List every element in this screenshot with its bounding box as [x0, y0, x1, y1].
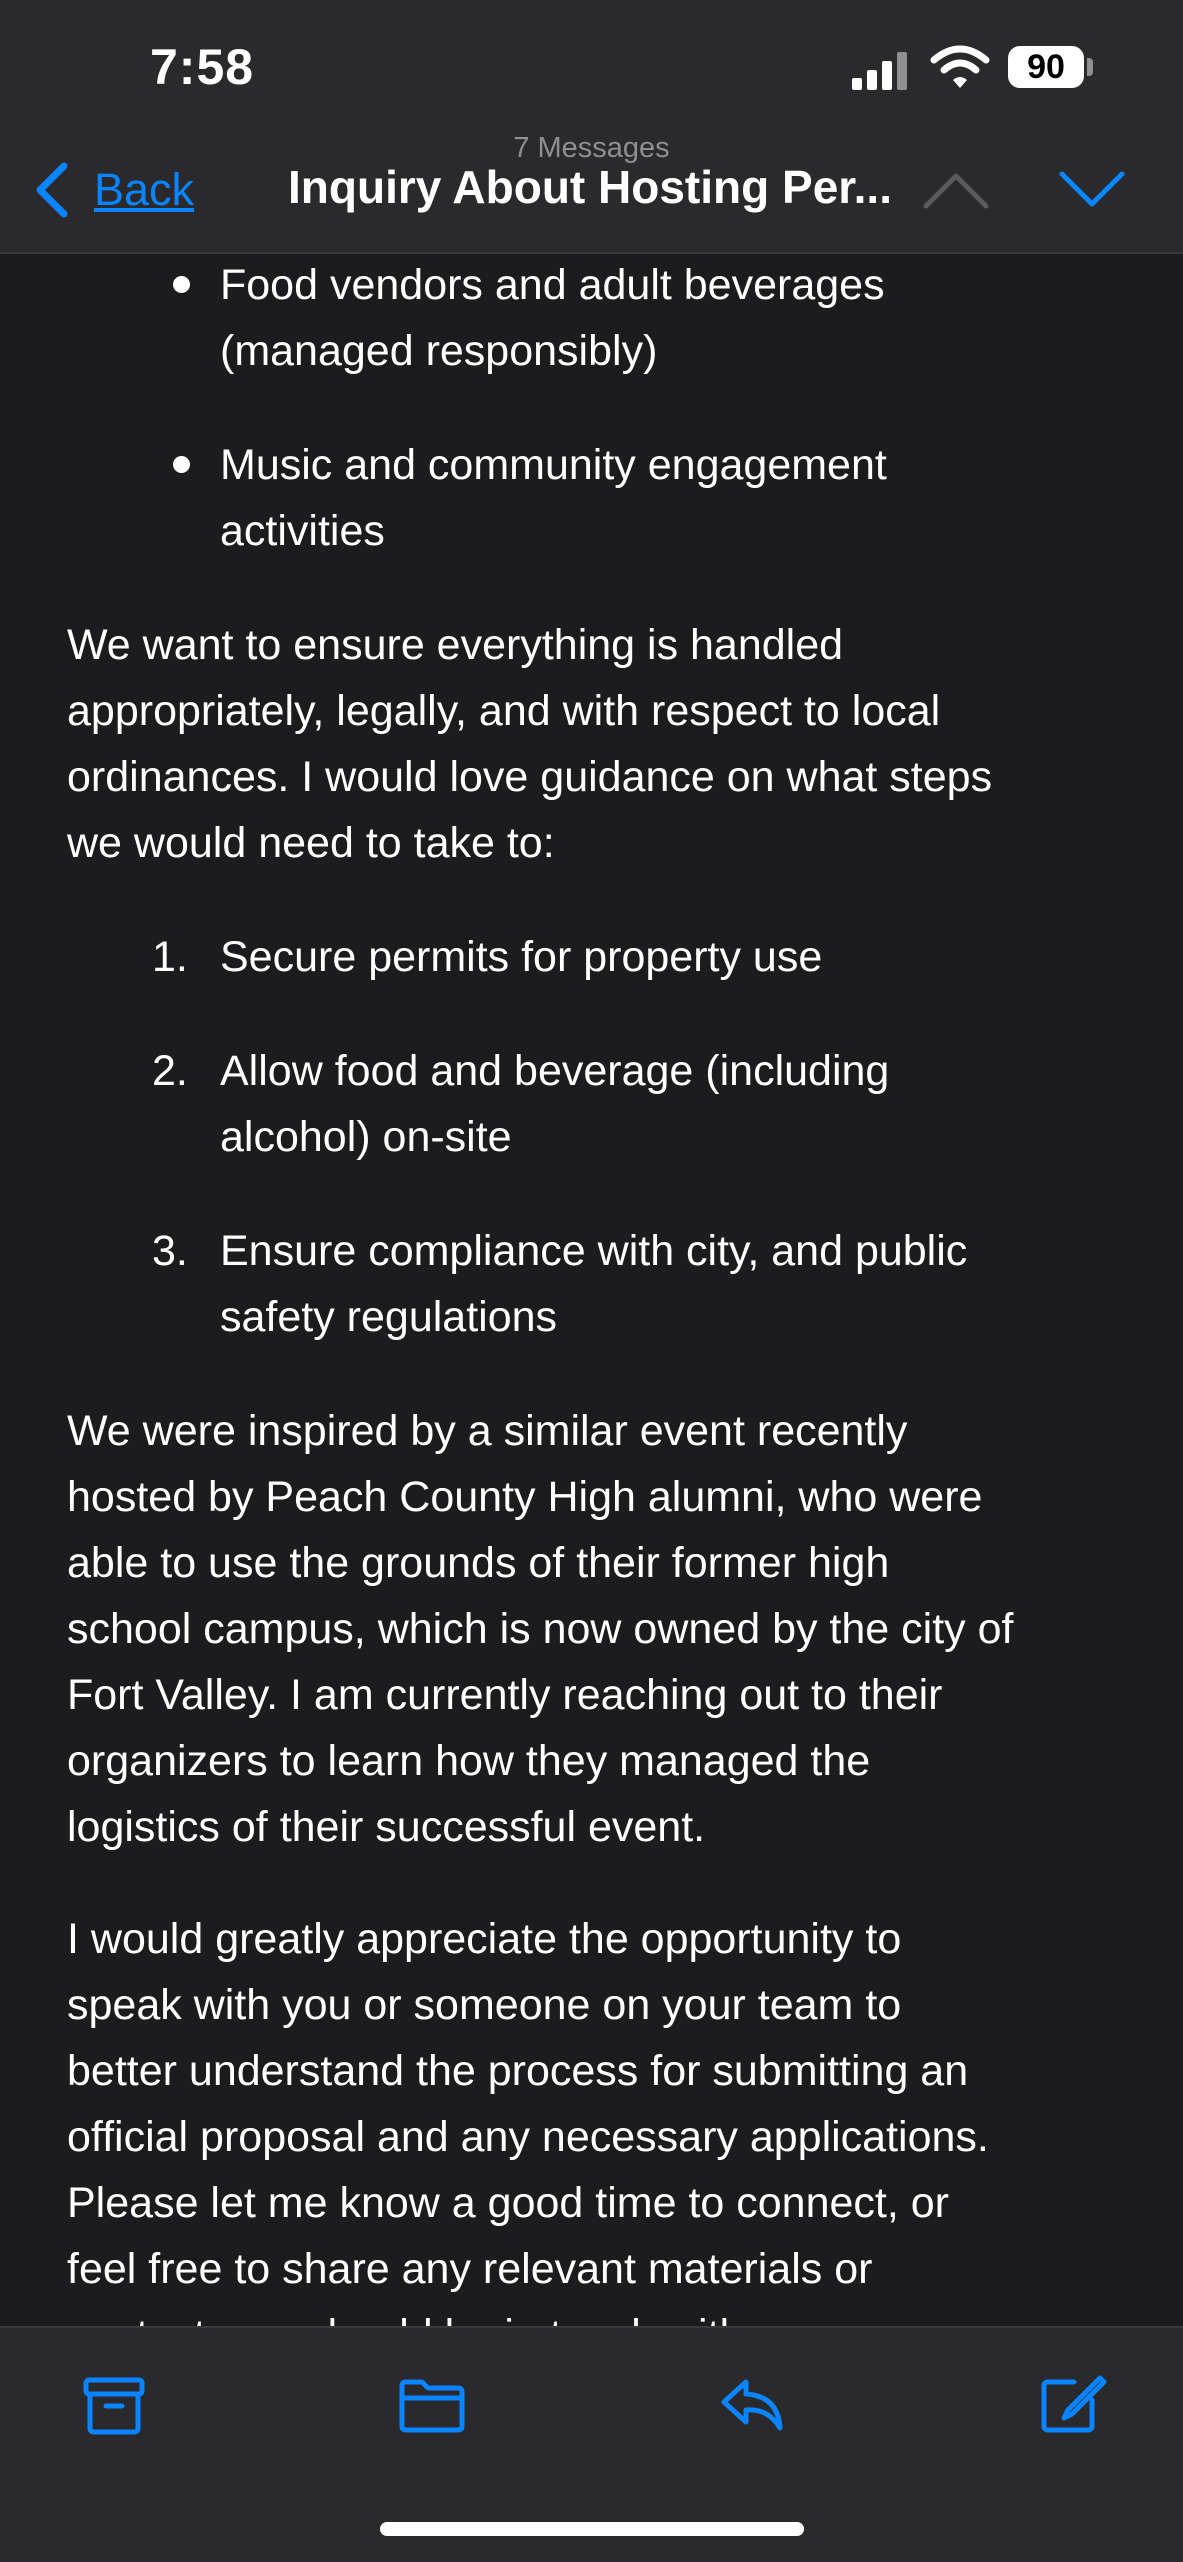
archive-button[interactable]: [80, 2374, 148, 2436]
number-marker: 3.: [152, 1227, 188, 1275]
line: we would need to take to:: [67, 819, 555, 867]
line: Food vendors and adult beverages: [220, 261, 885, 309]
status-time: 7:58: [150, 39, 255, 95]
line: alcohol) on-site: [220, 1113, 512, 1161]
line: official proposal and any necessary applications.: [67, 2113, 989, 2161]
chevron-down-icon: [1062, 174, 1122, 204]
back-label: Back: [94, 164, 195, 215]
line: activities: [220, 507, 385, 555]
line: We were inspired by a similar event recently: [67, 1407, 908, 1455]
line: better understand the process for submitting an: [67, 2047, 969, 2095]
line: hosted by Peach County High alumni, who were: [67, 1473, 983, 1521]
line: Allow food and beverage (including: [220, 1047, 890, 1095]
line: safety regulations: [220, 1293, 558, 1341]
line: Secure permits for property use: [220, 933, 823, 981]
line: Fort Valley. I am currently reaching out to their: [67, 1671, 943, 1719]
battery-level: 90: [1008, 46, 1084, 88]
chevron-up-icon: [926, 176, 986, 206]
reply-button[interactable]: [718, 2374, 786, 2436]
archive-icon: [86, 2380, 142, 2432]
previous-message-button[interactable]: [922, 170, 990, 210]
line: I would greatly appreciate the opportunity to: [67, 1915, 902, 1963]
line: school campus, which is now owned by the city of: [67, 1605, 1014, 1653]
list-item: [220, 252, 1120, 384]
line: Music and community engagement: [220, 441, 887, 489]
numbered-item: [152, 1038, 1120, 1170]
number-marker: 1.: [152, 933, 188, 981]
line: We want to ensure everything is handled: [67, 621, 844, 669]
paragraph: [67, 1398, 1157, 1860]
email-subject: Inquiry About Hosting Per...: [288, 161, 892, 213]
bullet-marker: [173, 456, 190, 473]
line: able to use the grounds of their former high: [67, 1539, 890, 1587]
message-count: 7 Messages: [513, 132, 670, 164]
line: ordinances. I would love guidance on what steps: [67, 753, 993, 801]
next-message-button[interactable]: [1058, 170, 1126, 210]
list-item: [220, 432, 1120, 564]
paragraph: [67, 1906, 1157, 2368]
line: appropriately, legally, and with respect to local: [67, 687, 941, 735]
numbered-item: [152, 1218, 1120, 1350]
battery-cap: [1087, 58, 1093, 76]
number-marker: 2.: [152, 1047, 188, 1095]
wifi-icon: [930, 44, 990, 90]
bullet-marker: [173, 276, 190, 293]
navigation-header: [0, 0, 1183, 254]
line: Ensure compliance with city, and public: [220, 1227, 968, 1275]
numbered-item: [152, 924, 1120, 990]
compose-icon: [1044, 2378, 1104, 2430]
line: (managed responsibly): [220, 327, 658, 375]
reply-icon: [724, 2382, 780, 2428]
email-body[interactable]: [0, 252, 1183, 2326]
back-button[interactable]: [32, 160, 194, 220]
chevron-left-icon: [32, 160, 72, 220]
line: speak with you or someone on your team to: [67, 1981, 902, 2029]
line: organizers to learn how they managed the: [67, 1737, 871, 1785]
compose-button[interactable]: [1038, 2374, 1106, 2436]
cellular-signal-icon: [852, 52, 908, 90]
line: logistics of their successful event.: [67, 1803, 706, 1851]
line: Please let me know a good time to connect, or: [67, 2179, 949, 2227]
folder-icon: [402, 2382, 462, 2430]
move-to-folder-button[interactable]: [398, 2374, 466, 2436]
home-indicator[interactable]: [380, 2522, 804, 2536]
paragraph: [67, 612, 1157, 876]
line: feel free to share any relevant materials or: [67, 2245, 873, 2293]
